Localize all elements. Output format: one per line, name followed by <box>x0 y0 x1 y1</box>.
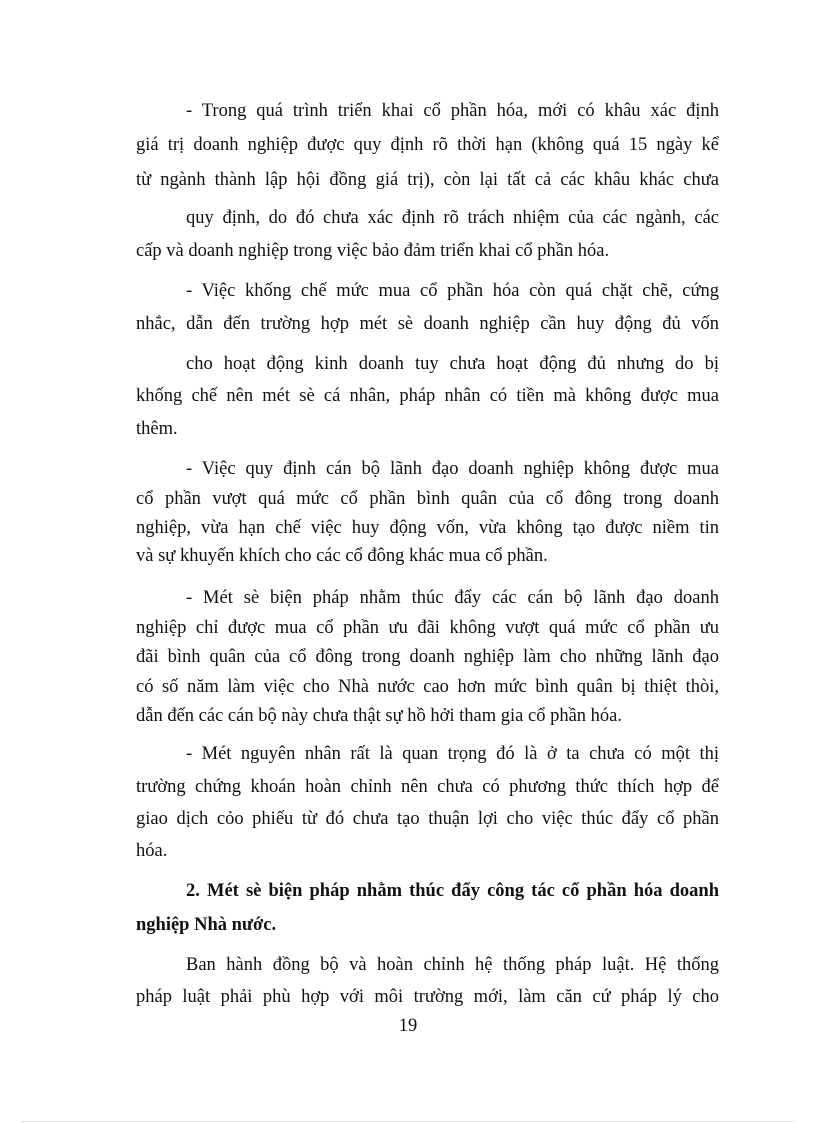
text-line: hóa. <box>136 841 168 861</box>
text-line: giao dịch cỏo phiếu từ đó chưa tạo thuận lợi cho việc thúc đẩy cổ phần <box>136 809 719 829</box>
text-line: cho hoạt động kinh doanh tuy chưa hoạt động đủ nhưng do bị <box>186 354 719 374</box>
text-line: nhắc, dẫn đến trường hợp mét sè doanh nghiệp cần huy động đủ vốn <box>136 314 719 334</box>
text-line: cấp và doanh nghiệp trong việc bảo đảm triển khai cổ phần hóa. <box>136 241 610 261</box>
text-line: dẫn đến các cán bộ này chưa thật sự hồ hởi tham gia cổ phần hóa. <box>136 706 623 726</box>
text-line: pháp luật phải phù hợp với môi trường mới, làm căn cứ pháp lý cho <box>136 987 719 1007</box>
text-line: có số năm làm việc cho Nhà nước cao hơn mức bình quân bị thiệt thòi, <box>136 677 719 697</box>
text-line: Ban hành đồng bộ và hoàn chỉnh hệ thống pháp luật. Hệ thống <box>186 955 719 975</box>
section-heading: nghiệp Nhà nước. <box>136 915 277 935</box>
text-line: - Mét sè biện pháp nhằm thúc đẩy các cán bộ lãnh đạo doanh <box>186 588 719 608</box>
text-line: - Việc khống chế mức mua cổ phần hóa còn quá chặt chẽ, cứng <box>186 281 719 301</box>
section-heading: 2. Mét sè biện pháp nhằm thúc đẩy công tác cổ phần hóa doanh <box>186 881 719 901</box>
text-line: cổ phần vượt quá mức cổ phần bình quân của cổ đông trong doanh <box>136 489 719 509</box>
text-line: - Mét nguyên nhân rất là quan trọng đó là ở ta chưa có một thị <box>186 744 719 764</box>
page-bottom-divider <box>22 1121 794 1122</box>
text-line: đãi bình quân của cổ đông trong doanh nghiệp làm cho những lãnh đạo <box>136 647 719 667</box>
text-line: quy định, do đó chưa xác định rõ trách nhiệm của các ngành, các <box>186 208 719 228</box>
text-line: nghiệp, vừa hạn chế việc huy động vốn, vừa không tạo được niềm tin <box>136 518 719 538</box>
text-line: - Trong quá trình triển khai cổ phần hóa, mới có khâu xác định <box>186 101 719 121</box>
text-line: trường chứng khoán hoàn chỉnh nên chưa có phương thức thích hợp để <box>136 777 719 797</box>
text-line: và sự khuyến khích cho các cổ đông khác mua cổ phần. <box>136 546 548 566</box>
text-line: nghiệp chỉ được mua cổ phần ưu đãi không vượt quá mức cổ phần ưu <box>136 618 719 638</box>
text-line: khống chế nên mét sè cá nhân, pháp nhân có tiền mà không được mua <box>136 386 719 406</box>
text-line: từ ngành thành lập hội đồng giá trị), còn lại tất cả các khâu khác chưa <box>136 170 719 190</box>
text-line: giá trị doanh nghiệp được quy định rõ thời hạn (không quá 15 ngày kể <box>136 135 719 155</box>
text-line: - Việc quy định cán bộ lãnh đạo doanh nghiệp không được mua <box>186 459 719 479</box>
page-number: 19 <box>398 1016 418 1036</box>
text-line: thêm. <box>136 419 178 439</box>
